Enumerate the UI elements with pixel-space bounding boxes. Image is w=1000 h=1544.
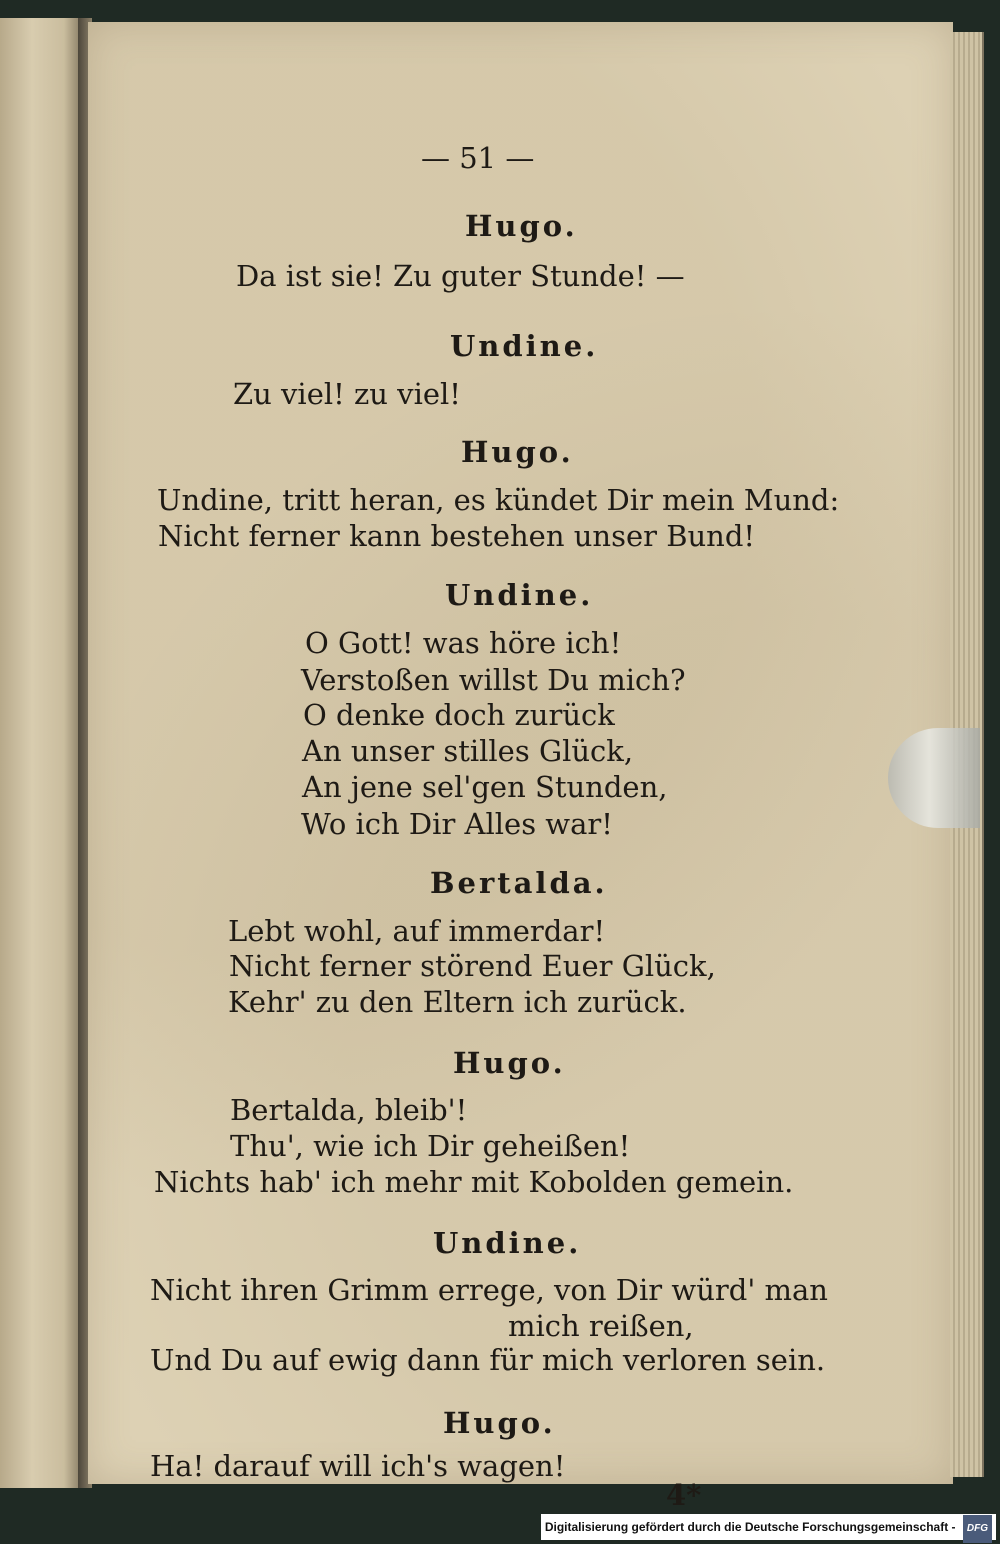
speaker-undine: Undine.: [445, 578, 594, 612]
verse-line: Verstoßen willst Du mich?: [301, 663, 686, 697]
footer-credit-text: Digitalisierung gefördert durch die Deutsche Forschungsgemeinschaft -: [544, 1520, 956, 1534]
verse-line: Nicht ferner störend Euer Glück,: [229, 949, 716, 983]
speaker-undine: Undine.: [450, 329, 599, 363]
verse-line: O Gott! was höre ich!: [305, 626, 622, 660]
verse-line: Ha! darauf will ich's wagen!: [150, 1449, 566, 1483]
left-page-edge: [0, 18, 83, 1488]
verse-line: Undine, tritt heran, es kündet Dir mein Mund:: [157, 483, 840, 517]
verse-line: Nicht ferner kann bestehen unser Bund!: [158, 519, 756, 553]
verse-line: mich reißen,: [508, 1309, 694, 1343]
verse-line: Wo ich Dir Alles war!: [301, 807, 613, 841]
dfg-logo: DFG: [963, 1515, 992, 1543]
verse-line: Nichts hab' ich mehr mit Kobolden gemein.: [154, 1165, 794, 1199]
speaker-hugo: Hugo.: [443, 1406, 556, 1440]
speaker-hugo: Hugo.: [465, 209, 578, 243]
speaker-bertalda: Bertalda.: [430, 866, 608, 900]
speaker-hugo: Hugo.: [461, 435, 574, 469]
verse-line: Kehr' zu den Eltern ich zurück.: [228, 985, 687, 1019]
verse-line: Da ist sie! Zu guter Stunde! —: [236, 259, 685, 293]
page-content: [88, 22, 953, 1512]
verse-line: Lebt wohl, auf immerdar!: [228, 914, 606, 948]
verse-line: Und Du auf ewig dann für mich verloren sein.: [150, 1343, 826, 1377]
verse-line: An jene sel'gen Stunden,: [302, 770, 668, 804]
verse-line: Zu viel! zu viel!: [233, 377, 461, 411]
speaker-hugo: Hugo.: [453, 1046, 566, 1080]
verse-line: Bertalda, bleib'!: [230, 1093, 468, 1127]
page-number: — 51 —: [421, 141, 535, 175]
verse-line: An unser stilles Glück,: [302, 734, 634, 768]
verse-line: O denke doch zurück: [303, 698, 615, 732]
verse-line: Nicht ihren Grimm errege, von Dir würd' man: [150, 1273, 828, 1307]
speaker-undine: Undine.: [433, 1226, 582, 1260]
footer-credit: [541, 1514, 996, 1540]
verse-line: Thu', wie ich Dir geheißen!: [230, 1129, 631, 1163]
signature-mark: 4*: [666, 1478, 702, 1512]
